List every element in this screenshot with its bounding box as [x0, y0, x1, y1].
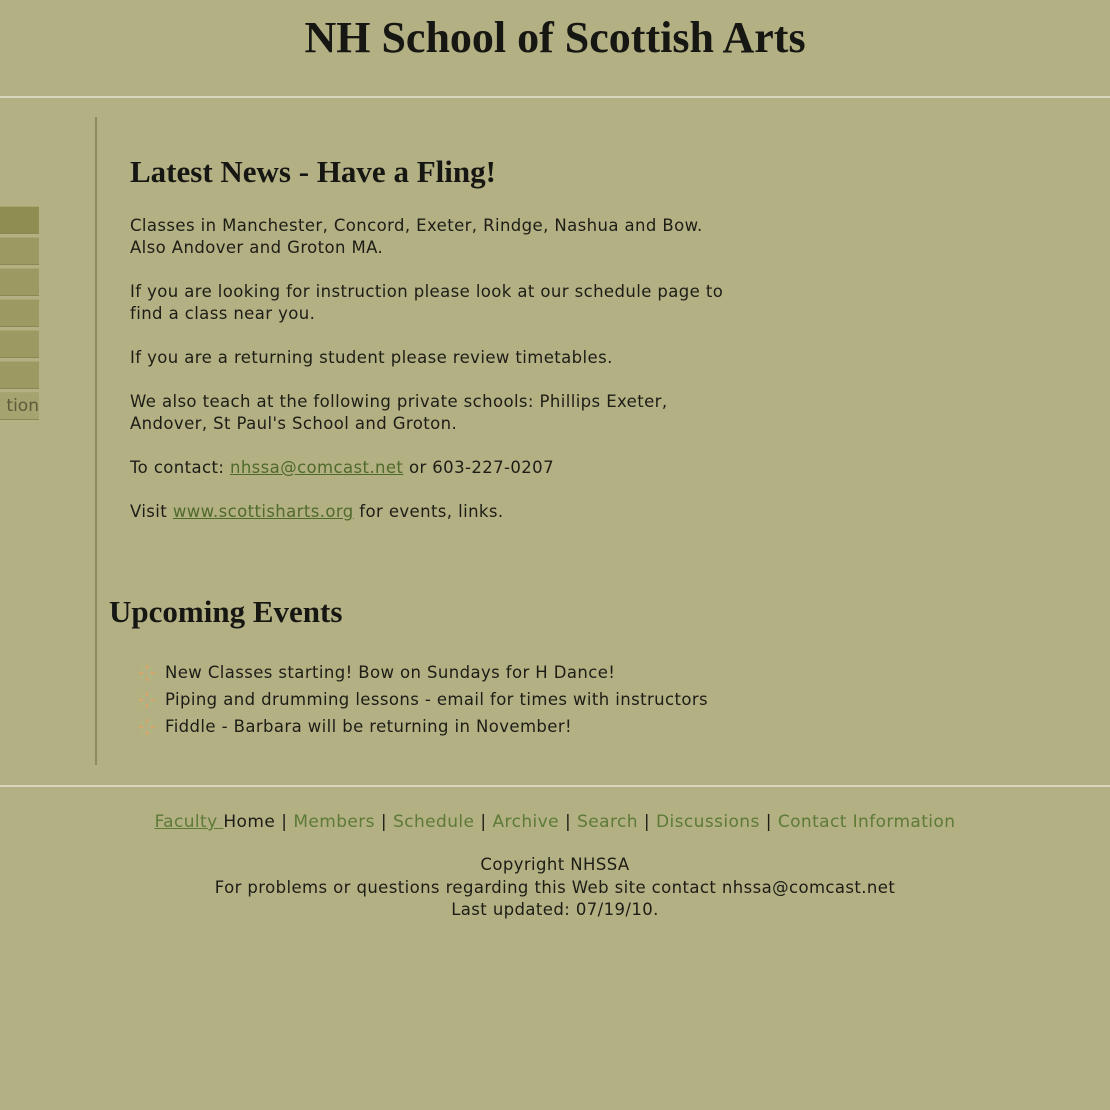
footer-navigation	[0, 809, 1110, 835]
sparkle-bullet-icon	[138, 664, 156, 682]
news-body	[130, 215, 810, 545]
website-link[interactable]: www.scottisharts.org	[172, 502, 354, 521]
news-paragraph-contact	[130, 457, 810, 479]
news-text: If you are looking for instruction please look at our schedule page to	[130, 282, 724, 301]
news-text: Classes in Manchester, Concord, Exeter, Rindge, Nashua and Bow.	[130, 216, 703, 235]
sparkle-bullet-icon	[138, 718, 156, 736]
visit-prefix: Visit	[130, 502, 173, 521]
news-text: Also Andover and Groton MA.	[130, 238, 384, 257]
nav-separator: |	[480, 812, 487, 832]
event-text: Piping and drumming lessons - email for times with instructors	[165, 690, 709, 709]
contact-prefix: To contact:	[130, 458, 230, 477]
sidebar-item-5[interactable]	[0, 330, 39, 358]
last-updated-text: Last updated: 07/19/10.	[451, 900, 659, 919]
nav-separator: |	[564, 812, 572, 832]
side-navigation	[0, 206, 39, 423]
events-heading: Upcoming Events	[109, 594, 343, 629]
content-divider	[95, 117, 97, 765]
news-text: Andover, St Paul's School and Groton.	[130, 414, 458, 433]
contact-email-link[interactable]: nhssa@comcast.net	[229, 458, 404, 477]
list-item	[138, 686, 708, 713]
footer-divider	[0, 785, 1110, 787]
footer-info	[0, 854, 1110, 922]
site-title: NH School of Scottish Arts	[304, 13, 806, 62]
news-text: find a class near you.	[130, 304, 316, 323]
footer-home-current: Home	[223, 812, 276, 832]
footer-link-schedule[interactable]: Schedule	[393, 812, 475, 832]
news-paragraph-private-schools	[130, 391, 810, 435]
copyright-text: Copyright NHSSA	[480, 855, 630, 874]
sparkle-bullet-icon	[138, 691, 156, 709]
news-heading: Latest News - Have a Fling!	[130, 154, 496, 189]
sidebar-item-6[interactable]	[0, 361, 39, 389]
contact-phone: or 603-227-0207	[403, 458, 554, 477]
event-text: New Classes starting! Bow on Sundays for H Dance!	[165, 663, 616, 682]
list-item	[138, 713, 708, 740]
nav-separator: |	[380, 812, 388, 832]
list-item	[138, 659, 708, 686]
sidebar-item-4[interactable]	[0, 299, 39, 327]
footer-link-archive[interactable]: Archive	[492, 812, 559, 832]
news-paragraph-instruction	[130, 281, 810, 325]
nav-separator: |	[281, 812, 288, 832]
sidebar-item-3[interactable]	[0, 268, 39, 296]
sidebar-item-1[interactable]	[0, 206, 39, 234]
events-list	[138, 659, 708, 740]
event-text: Fiddle - Barbara will be returning in November!	[165, 717, 573, 736]
footer-link-discussions[interactable]: Discussions	[656, 812, 760, 832]
problems-contact-text: For problems or questions regarding this Web site contact nhssa@comcast.net	[214, 877, 896, 897]
sidebar-item-2[interactable]	[0, 237, 39, 265]
news-text: If you are a returning student please review timetables.	[130, 348, 613, 367]
news-text: We also teach at the following private schools: Phillips Exeter,	[130, 392, 668, 411]
nav-separator: |	[765, 812, 772, 832]
footer-link-contact-information[interactable]: Contact Information	[777, 812, 956, 832]
news-paragraph-locations	[130, 215, 810, 259]
news-paragraph-visit	[130, 501, 810, 523]
nav-separator: |	[643, 812, 651, 832]
footer-link-members[interactable]: Members	[293, 812, 375, 832]
sidebar-item-7[interactable]: tion	[0, 392, 39, 420]
visit-suffix: for events, links.	[353, 502, 504, 521]
footer-link-faculty[interactable]: Faculty	[154, 812, 224, 832]
news-paragraph-returning	[130, 347, 810, 369]
footer-link-search[interactable]: Search	[577, 812, 638, 832]
header-divider	[0, 96, 1110, 98]
